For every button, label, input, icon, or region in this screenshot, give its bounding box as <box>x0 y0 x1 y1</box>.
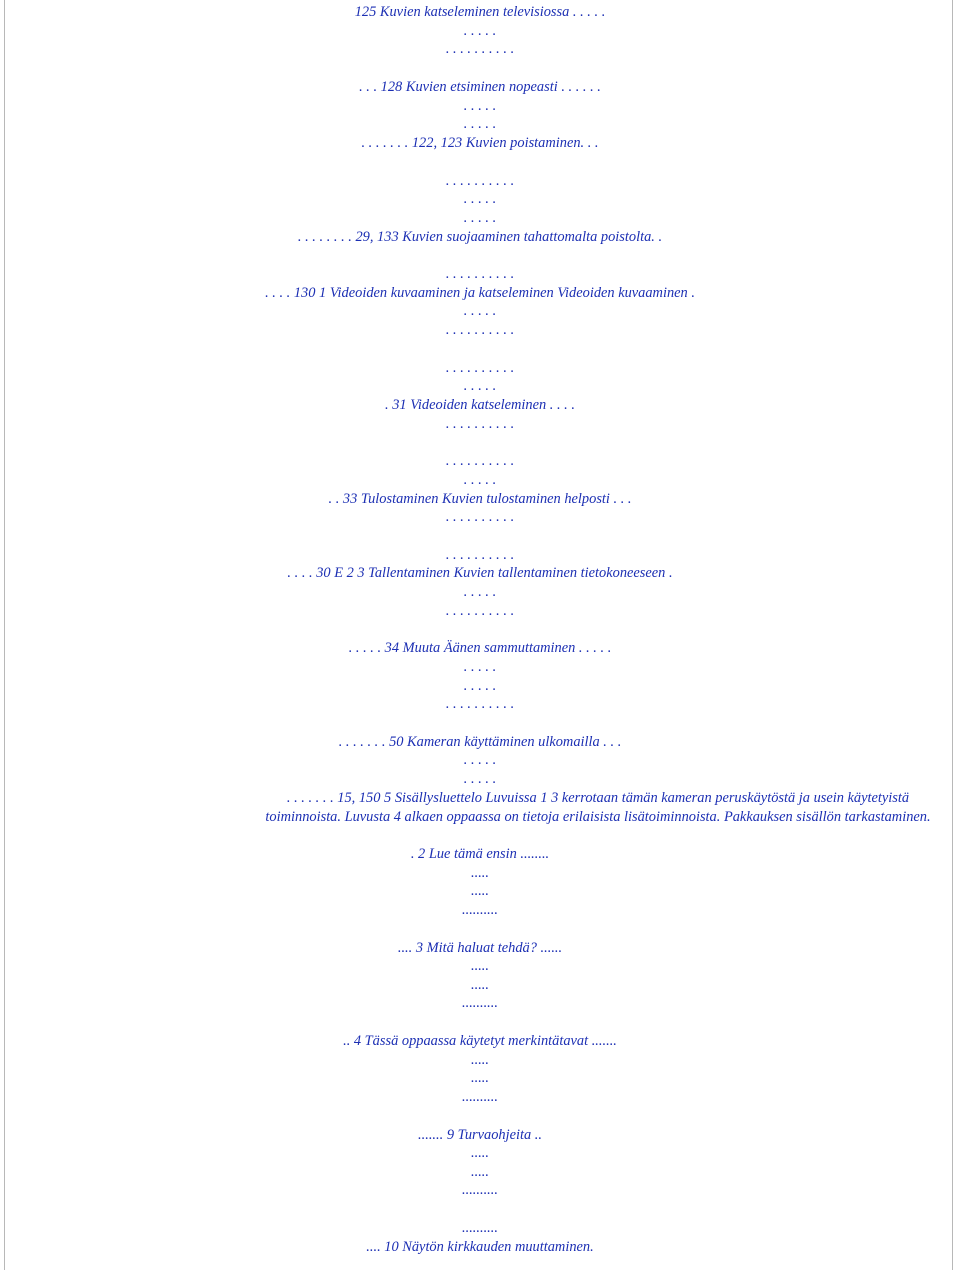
toc-line: . . . . . . . . . . <box>445 509 515 525</box>
toc-line: . . . . . . . . . . <box>445 453 515 469</box>
toc-line: .......... <box>462 1089 498 1105</box>
toc-line: ....... 9 Turvaohjeita .. <box>418 1127 542 1143</box>
toc-line: . . . . . <box>463 210 497 226</box>
toc-line: . . . . . <box>463 771 497 787</box>
toc-paragraph: . . . . . . . 15, 150 5 Sisällysluettelo Luvuissa 1 3 kerrotaan tämän kameran peruskäytöstä ja usein käytetyistä toiminnoista. Luvusta 4 alkaen oppaassa on tietoja erilaisista lisätoiminnoista. Pakkauksen sisällön tarkastaminen. <box>265 790 931 825</box>
toc-line: . . . . . <box>463 303 497 319</box>
toc-line: 125 Kuvien katseleminen televisiossa . . . . . <box>354 4 606 20</box>
toc-line: . . . . . . . . . . <box>445 173 515 189</box>
toc-line: .......... <box>462 995 498 1011</box>
toc-line: .......... <box>462 1182 498 1198</box>
toc-line: .. 4 Tässä oppaassa käytetyt merkintätavat ....... <box>343 1033 617 1049</box>
toc-line: . . . . . <box>463 752 497 768</box>
toc-line: . . . . . <box>463 472 497 488</box>
toc-line: . . . 128 Kuvien etsiminen nopeasti . . . . . . <box>359 79 601 95</box>
toc-line: ..... <box>471 1052 489 1068</box>
toc-line: . . . . . <box>463 659 497 675</box>
toc-line: ..... <box>471 1145 489 1161</box>
toc-line: . . . . . . . 122, 123 Kuvien poistaminen. . . <box>361 135 599 151</box>
toc-line: . 31 Videoiden katseleminen . . . . <box>385 397 575 413</box>
toc-line: . . . . 30 E 2 3 Tallentaminen Kuvien tallentaminen tietokoneeseen . <box>287 565 673 581</box>
toc-line: . . 33 Tulostaminen Kuvien tulostaminen helposti . . . <box>328 491 632 507</box>
toc-line: . . . . . . . 50 Kameran käyttäminen ulkomailla . . . <box>338 734 622 750</box>
toc-line: . . . . . . . . . . <box>445 603 515 619</box>
toc-line: . . . . . <box>463 678 497 694</box>
toc-line: . . . . . . . . . . <box>445 696 515 712</box>
toc-line: ..... <box>471 977 489 993</box>
toc-line: . . . . . . . . . . <box>445 266 515 282</box>
toc-line: .......... <box>462 902 498 918</box>
toc-line: . . . . . <box>463 23 497 39</box>
toc-line: . . . . . . . . . . <box>445 41 515 57</box>
toc-line: . . . . . . . . 29, 133 Kuvien suojaaminen tahattomalta poistolta. . <box>297 229 663 245</box>
toc-line: ..... <box>471 1070 489 1086</box>
toc-line: ..... <box>471 883 489 899</box>
toc-line: .... 10 Näytön kirkkauden muuttaminen. <box>366 1239 594 1255</box>
toc-line: . . . . . . . . . . <box>445 360 515 376</box>
toc-line: . . . . . . . . . . <box>445 322 515 338</box>
toc-line: . . . . . <box>463 116 497 132</box>
toc-line: .... 3 Mitä haluat tehdä? ...... <box>397 940 563 956</box>
toc-line: . . . . . <box>463 584 497 600</box>
toc-line: . . . . . . . . . . <box>445 547 515 563</box>
toc-line: . . . . . <box>463 378 497 394</box>
toc-line: ..... <box>471 865 489 881</box>
toc-line: ..... <box>471 1164 489 1180</box>
toc-line: . . . . . 34 Muuta Äänen sammuttaminen . . . . . <box>348 640 612 656</box>
toc-line: .......... <box>462 1220 498 1236</box>
toc-line: . . . . . <box>463 191 497 207</box>
toc-line: ..... <box>471 958 489 974</box>
toc-line: . . . . . . . . . . <box>445 416 515 432</box>
toc-line: . . . . 130 1 Videoiden kuvaaminen ja katseleminen Videoiden kuvaaminen . <box>265 285 695 301</box>
toc-line: . 2 Lue tämä ensin ........ <box>410 846 550 862</box>
toc-line: . . . . . <box>463 98 497 114</box>
